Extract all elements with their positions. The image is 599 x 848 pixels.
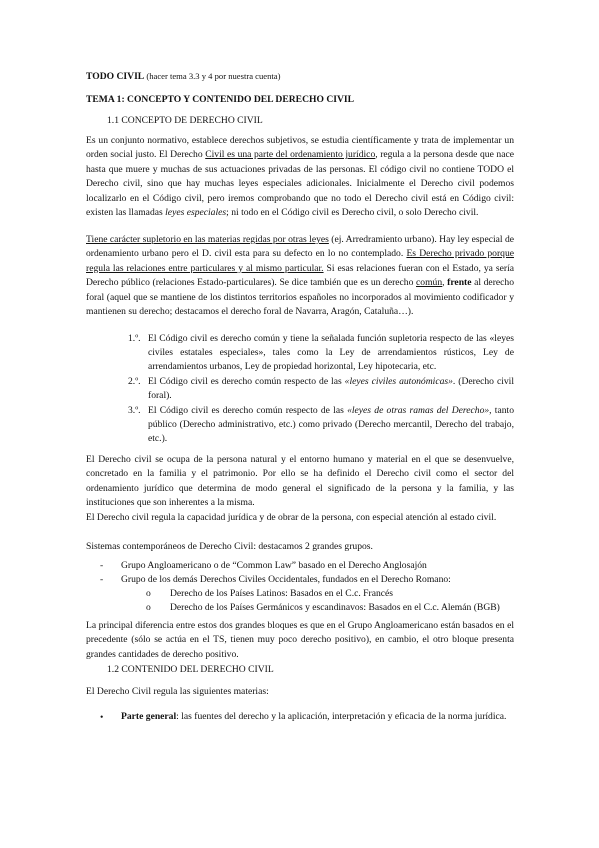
list-item: Parte general: las fuentes del derecho y la aplicación, interpretación y eficacia de la norma jurídica.: [121, 711, 507, 722]
paragraph-diferencia: La principal diferencia entre estos dos grandes bloques es que en el Grupo Angloamericano están basados en el precedente (sólo se actúa en el TS, tienen muy poco derecho positivo), en cambio, el otro bloque presenta grandes cantidades de derecho positivo.: [86, 620, 514, 660]
paragraph-materias: El Derecho Civil regula las siguientes materias:: [86, 686, 269, 697]
list-item: Derecho de los Países Germánicos y escandinavos: Basados en el C.c. Alemán (BGB): [170, 602, 500, 613]
paragraph-persona: El Derecho civil se ocupa de la persona natural y el entorno humano y material en el que se desenvuelve, concretado en la familia y el patrimonio. Por ello se ha definido el Derecho civil como el sector del ordenamiento jurídico que determina de modo general el significado de la persona y la familia, y las instituciones que son inherentes a la misma.: [86, 454, 514, 509]
list-item: Grupo de los demás Derechos Civiles Occidentales, fundados en el Derecho Romano:: [121, 574, 451, 585]
dash-marker: -: [100, 560, 104, 571]
title-note: (hacer tema 3.3 y 4 por nuestra cuenta): [144, 71, 281, 81]
bullet-marker: •: [100, 712, 104, 723]
section-heading-1-2: 1.2 CONTENIDO DEL DERECHO CIVIL: [107, 664, 274, 675]
list-item: Derecho de los Países Latinos: Basados en el C.c. Francés: [170, 588, 393, 599]
paragraph-sistemas: Sistemas contemporáneos de Derecho Civil: destacamos 2 grandes grupos.: [86, 541, 373, 552]
list-item: Grupo Angloamericano o de “Common Law” basado en el Derecho Anglosajón: [121, 560, 427, 571]
tema-heading: TEMA 1: CONCEPTO Y CONTENIDO DEL DERECHO CIVIL: [86, 94, 355, 105]
paragraph-capacidad: El Derecho civil regula la capacidad jurídica y de obrar de la persona, con especial atención al estado civil.: [86, 512, 497, 523]
section-heading-1-1: 1.1 CONCEPTO DE DERECHO CIVIL: [107, 115, 263, 126]
circle-marker: o: [146, 602, 151, 613]
dash-marker: -: [100, 574, 104, 585]
list-item: 3.º. El Código civil es derecho común respecto de las «leyes de otras ramas del Derecho», tanto público (Derecho administrativo, etc.) como privado (Derecho mercantil, Derecho del trabajo, etc.).: [128, 405, 514, 444]
list-item: 1.º. El Código civil es derecho común y tiene la señalada función supletoria respecto de las «leyes civiles estatales especiales», tales como la Ley de arrendamientos rústicos, Ley de arrendamientos urbanos, Ley de propiedad horizontal, Ley hipotecaria, etc.: [128, 333, 514, 372]
circle-marker: o: [146, 588, 151, 599]
list-item: 2.º. El Código civil es derecho común respecto de las «leyes civiles autonómicas». (Derecho civil foral).: [128, 376, 514, 401]
document-title: [86, 69, 514, 84]
paragraph-supletorio: Tiene carácter supletorio en las materias regidas por otras leyes (ej. Arredramiento urbano). Hay ley especial de ordenamiento urbano pero el D. civil esta para su defecto en lo no contemplado. Es Derecho privado porque regula las relaciones entre particulares y al mismo particular. Si esas relaciones fueran con el Estado, ya sería Derecho público (relaciones Estado-particulares). Se dice también que es un derecho común, frente al derecho foral (aquel que se mantiene de los distintos territorios españoles no incorporados al movimiento codificador y mantienen su derecho; destacamos el derecho foral de Navarra, Aragón, Cataluña…).: [86, 234, 515, 318]
title-bold: TODO CIVIL: [86, 71, 145, 82]
paragraph-concepto: Es un conjunto normativo, establece derechos subjetivos, se estudia científicamente y trata de implementar un orden social justo. El Derecho Civil es una parte del ordenamiento jurídico, regula a la persona desde que nace hasta que muere y muchas de sus actuaciones privadas de las personas. El código civil no contiene TODO el Derecho civil, sino que hay muchas leyes especiales adicionales. Inicialmente el Derecho civil podemos localizarlo en el Código civil, pero iremos comprobando que no todo el Derecho civil está en Código civil: existen las llamadas leyes especiales; ni todo en el Código civil es Derecho civil, o solo Derecho civil.: [86, 135, 514, 219]
